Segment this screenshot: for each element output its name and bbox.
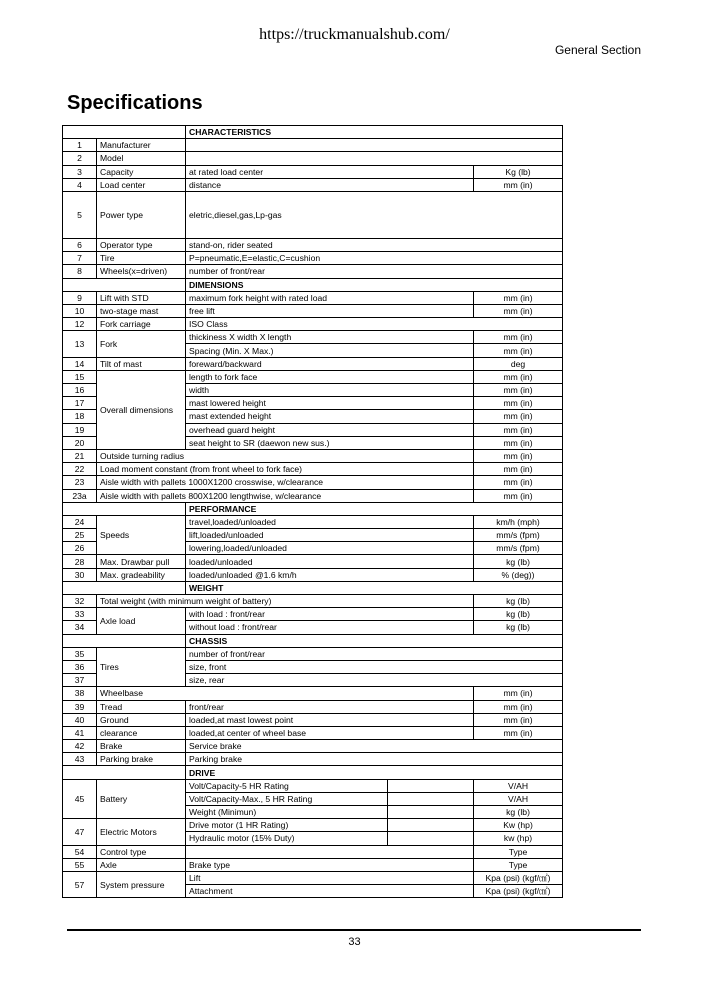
section-label: General Section <box>554 43 641 57</box>
row-number: 23a <box>63 489 97 502</box>
row-desc: travel,loaded/unloaded <box>186 515 474 528</box>
row-number: 23 <box>63 476 97 489</box>
row-unit: Kpa (psi) (kgf/㎠) <box>474 885 563 898</box>
row-desc: Hydraulic motor (15% Duty) <box>186 832 388 845</box>
row-item: Outside turning radius <box>97 449 474 462</box>
row-desc: mast lowered height <box>186 397 474 410</box>
row-unit: mm (in) <box>474 291 563 304</box>
page-title: Specifications <box>67 92 203 114</box>
table-row <box>63 726 563 739</box>
group-heading-row <box>63 126 563 139</box>
group-heading-row <box>63 766 563 779</box>
row-number: 10 <box>63 304 97 317</box>
group-heading-row <box>63 278 563 291</box>
table-row <box>63 700 563 713</box>
table-row <box>63 370 563 383</box>
row-desc: overhead guard height <box>186 423 474 436</box>
row-unit: kw (hp) <box>474 832 563 845</box>
row-unit: mm (in) <box>474 178 563 191</box>
row-number: 55 <box>63 858 97 871</box>
row-number: 24 <box>63 515 97 528</box>
row-item: Tire <box>97 252 186 265</box>
row-number: 32 <box>63 595 97 608</box>
table-row <box>63 568 563 581</box>
row-item: Electric Motors <box>97 819 186 845</box>
group-heading: CHASSIS <box>186 634 563 647</box>
row-unit: mm (in) <box>474 713 563 726</box>
row-item: Model <box>97 152 186 165</box>
row-number: 17 <box>63 397 97 410</box>
row-unit: Kg (lb) <box>474 165 563 178</box>
table-row <box>63 713 563 726</box>
row-desc: Service brake <box>186 740 563 753</box>
row-unit: mm (in) <box>474 687 563 700</box>
row-unit: mm (in) <box>474 331 563 344</box>
table-row <box>63 858 563 871</box>
row-number: 43 <box>63 753 97 766</box>
row-unit: mm (in) <box>474 423 563 436</box>
row-item: Brake <box>97 740 186 753</box>
row-desc: eletric,diesel,gas,Lp-gas <box>186 191 563 238</box>
row-item: Control type <box>97 845 186 858</box>
row-unit: mm (in) <box>474 344 563 357</box>
row-item: Max. Drawbar pull <box>97 555 186 568</box>
row-number: 18 <box>63 410 97 423</box>
table-row <box>63 845 563 858</box>
row-desc: lift,loaded/unloaded <box>186 529 474 542</box>
row-number: 19 <box>63 423 97 436</box>
row-desc: mast extended height <box>186 410 474 423</box>
table-row <box>63 238 563 251</box>
row-unit: mm (in) <box>474 384 563 397</box>
row-number: 21 <box>63 449 97 462</box>
row-desc: seat height to SR (daewon new sus.) <box>186 436 474 449</box>
row-item: Load moment constant (from front wheel to fork face) <box>97 463 474 476</box>
row-item: Overall dimensions <box>97 370 186 449</box>
row-number: 9 <box>63 291 97 304</box>
row-unit: mm (in) <box>474 304 563 317</box>
page-number: 33 <box>348 936 361 948</box>
group-heading: DRIVE <box>186 766 563 779</box>
row-number: 37 <box>63 674 97 687</box>
table-row <box>63 515 563 528</box>
row-desc: thickiness X width X length <box>186 331 474 344</box>
row-unit: kg (lb) <box>474 555 563 568</box>
row-desc: free lift <box>186 304 474 317</box>
row-desc <box>186 139 563 152</box>
table-row <box>63 753 563 766</box>
row-unit: km/h (mph) <box>474 515 563 528</box>
row-desc: Attachment <box>186 885 474 898</box>
row-desc: stand-on, rider seated <box>186 238 563 251</box>
row-item: Tilt of mast <box>97 357 186 370</box>
row-desc: at rated load center <box>186 165 474 178</box>
row-unit: mm (in) <box>474 410 563 423</box>
row-item: clearance <box>97 726 186 739</box>
row-item: System pressure <box>97 871 186 897</box>
group-heading-row <box>63 502 563 515</box>
row-desc: size, front <box>186 660 563 673</box>
row-desc: front/rear <box>186 700 474 713</box>
row-item: Lift with STD <box>97 291 186 304</box>
row-unit: kg (lb) <box>474 621 563 634</box>
row-desc: distance <box>186 178 474 191</box>
row-number: 16 <box>63 384 97 397</box>
row-item: Tires <box>97 647 186 687</box>
row-desc <box>186 845 474 858</box>
row-item: Wheelbase <box>97 687 474 700</box>
row-desc: size, rear <box>186 674 563 687</box>
table-row <box>63 331 563 344</box>
row-desc: length to fork face <box>186 370 474 383</box>
row-desc: loaded/unloaded <box>186 555 474 568</box>
row-item: Capacity <box>97 165 186 178</box>
row-unit: mm (in) <box>474 370 563 383</box>
row-item: Axle <box>97 858 186 871</box>
row-unit: % (deg)) <box>474 568 563 581</box>
table-row <box>63 265 563 278</box>
table-row <box>63 252 563 265</box>
row-desc: Brake type <box>186 858 474 871</box>
table-row <box>63 191 563 238</box>
row-desc: width <box>186 384 474 397</box>
row-item: Axle load <box>97 608 186 634</box>
row-unit: kg (lb) <box>474 608 563 621</box>
table-row <box>63 819 563 832</box>
table-row <box>63 608 563 621</box>
row-desc: with load : front/rear <box>186 608 474 621</box>
row-unit: mm (in) <box>474 700 563 713</box>
row-number: 22 <box>63 463 97 476</box>
row-desc: loaded,at mast lowest point <box>186 713 474 726</box>
table-row <box>63 318 563 331</box>
row-item: Max. gradeability <box>97 568 186 581</box>
row-item: Manufacturer <box>97 139 186 152</box>
table-row <box>63 357 563 370</box>
row-item: two-stage mast <box>97 304 186 317</box>
row-number: 13 <box>63 331 97 357</box>
row-item: Power type <box>97 191 186 238</box>
row-unit: Type <box>474 858 563 871</box>
row-number: 12 <box>63 318 97 331</box>
row-desc: Volt/Capacity-Max., 5 HR Rating <box>186 792 388 805</box>
source-url: https://truckmanualshub.com/ <box>259 26 450 43</box>
specifications-table <box>62 125 563 898</box>
row-desc: ISO Class <box>186 318 563 331</box>
row-desc <box>186 152 563 165</box>
row-unit: kg (lb) <box>474 806 563 819</box>
row-number: 4 <box>63 178 97 191</box>
row-desc: number of front/rear <box>186 265 563 278</box>
row-unit: mm (in) <box>474 726 563 739</box>
row-number: 35 <box>63 647 97 660</box>
row-unit: V/AH <box>474 779 563 792</box>
row-desc: loaded,at center of wheel base <box>186 726 474 739</box>
row-unit: Kpa (psi) (kgf/㎠) <box>474 871 563 884</box>
row-unit: Type <box>474 845 563 858</box>
row-number: 40 <box>63 713 97 726</box>
row-item: Fork carriage <box>97 318 186 331</box>
row-unit: mm (in) <box>474 463 563 476</box>
row-unit: mm (in) <box>474 436 563 449</box>
row-number: 57 <box>63 871 97 897</box>
table-row <box>63 595 563 608</box>
row-item: Aisle width with pallets 800X1200 lengthwise, w/clearance <box>97 489 474 502</box>
row-unit: deg <box>474 357 563 370</box>
table-row <box>63 687 563 700</box>
table-row <box>63 291 563 304</box>
row-number: 1 <box>63 139 97 152</box>
table-row <box>63 555 563 568</box>
row-desc: without load : front/rear <box>186 621 474 634</box>
row-number: 38 <box>63 687 97 700</box>
row-number: 5 <box>63 191 97 238</box>
table-row <box>63 647 563 660</box>
row-number: 39 <box>63 700 97 713</box>
row-number: 54 <box>63 845 97 858</box>
row-desc: Parking brake <box>186 753 563 766</box>
row-number: 41 <box>63 726 97 739</box>
table-row <box>63 740 563 753</box>
row-number: 34 <box>63 621 97 634</box>
row-desc: Spacing (Min. X Max.) <box>186 344 474 357</box>
row-desc: Lift <box>186 871 474 884</box>
table-row <box>63 779 563 792</box>
row-number: 15 <box>63 370 97 383</box>
row-number: 28 <box>63 555 97 568</box>
row-number: 8 <box>63 265 97 278</box>
row-number: 20 <box>63 436 97 449</box>
group-heading: WEIGHT <box>186 581 563 594</box>
row-unit: mm (in) <box>474 476 563 489</box>
row-desc: Weight (Minimun) <box>186 806 388 819</box>
table-row <box>63 871 563 884</box>
row-desc: P=pneumatic,E=elastic,C=cushion <box>186 252 563 265</box>
table-row <box>63 304 563 317</box>
footer-rule <box>67 929 641 931</box>
row-number: 3 <box>63 165 97 178</box>
row-item: Total weight (with minimum weight of battery) <box>97 595 474 608</box>
group-heading: DIMENSIONS <box>186 278 563 291</box>
row-item: Fork <box>97 331 186 357</box>
group-heading-row <box>63 634 563 647</box>
group-heading: PERFORMANCE <box>186 502 563 515</box>
row-desc: Volt/Capacity-5 HR Rating <box>186 779 388 792</box>
table-row <box>63 476 563 489</box>
row-unit: mm (in) <box>474 489 563 502</box>
table-row <box>63 165 563 178</box>
row-number: 30 <box>63 568 97 581</box>
row-item: Operator type <box>97 238 186 251</box>
table-row <box>63 139 563 152</box>
row-item: Tread <box>97 700 186 713</box>
table-row <box>63 489 563 502</box>
row-desc: number of front/rear <box>186 647 563 660</box>
row-number: 2 <box>63 152 97 165</box>
row-unit: mm/s (fpm) <box>474 529 563 542</box>
table-row <box>63 449 563 462</box>
row-item: Ground <box>97 713 186 726</box>
row-desc: foreward/backward <box>186 357 474 370</box>
row-unit: mm/s (fpm) <box>474 542 563 555</box>
row-unit: kg (lb) <box>474 595 563 608</box>
group-heading: CHARACTERISTICS <box>186 126 563 139</box>
row-number: 42 <box>63 740 97 753</box>
row-desc: lowering,loaded/unloaded <box>186 542 474 555</box>
group-heading-row <box>63 581 563 594</box>
row-number: 45 <box>63 779 97 819</box>
row-desc: maximum fork height with rated load <box>186 291 474 304</box>
row-number: 14 <box>63 357 97 370</box>
table-row <box>63 178 563 191</box>
row-item: Speeds <box>97 515 186 555</box>
row-item: Aisle width with pallets 1000X1200 crosswise, w/clearance <box>97 476 474 489</box>
row-number: 7 <box>63 252 97 265</box>
row-number: 26 <box>63 542 97 555</box>
table-row <box>63 463 563 476</box>
row-number: 33 <box>63 608 97 621</box>
row-unit: mm (in) <box>474 397 563 410</box>
row-item: Battery <box>97 779 186 819</box>
row-unit: V/AH <box>474 792 563 805</box>
row-item: Wheels(x=driven) <box>97 265 186 278</box>
row-number: 25 <box>63 529 97 542</box>
row-unit: mm (in) <box>474 449 563 462</box>
row-number: 36 <box>63 660 97 673</box>
row-item: Parking brake <box>97 753 186 766</box>
row-item: Load center <box>97 178 186 191</box>
table-row <box>63 152 563 165</box>
row-number: 6 <box>63 238 97 251</box>
row-desc: loaded/unloaded @1.6 km/h <box>186 568 474 581</box>
row-unit: Kw (hp) <box>474 819 563 832</box>
row-number: 47 <box>63 819 97 845</box>
row-desc: Drive motor (1 HR Rating) <box>186 819 388 832</box>
